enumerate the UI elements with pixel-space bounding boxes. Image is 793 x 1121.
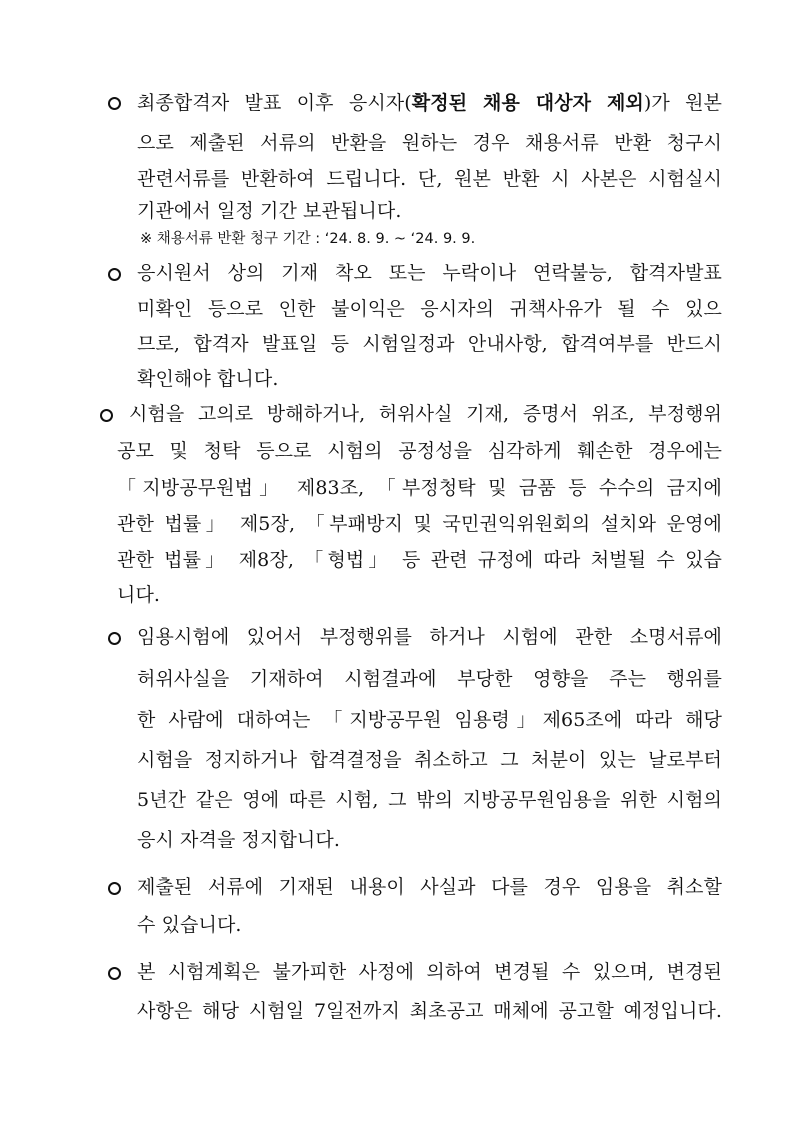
notice-line: 미확인 등으로 인한 불이익은 응시자의 귀책사유가 될 수 있으 <box>137 298 722 320</box>
notice-line: 사항은 해당 시험일 7일전까지 최초공고 매체에 공고할 예정입니다. <box>137 1000 722 1022</box>
notice-line: 허위사실을 기재하여 시험결과에 부당한 영향을 주는 행위를 <box>137 668 722 690</box>
circle-bullet-icon <box>108 882 121 895</box>
notice-line: 관한 법률」 제8장, 「형법」 등 관련 규정에 따라 처벌될 수 있습 <box>117 549 722 571</box>
notice-line: 「지방공무원법」 제83조, 「부정청탁 및 금품 등 수수의 금지에 <box>117 477 722 499</box>
notice-line: 확인해야 합니다. <box>137 368 279 390</box>
return-period-note: ※ 채용서류 반환 청구 기간 : ‘24. 8. 9. ~ ‘24. 9. 9. <box>140 231 476 247</box>
notice-line: 한 사람에 대하여는 「지방공무원 임용령」제65조에 따라 해당 <box>137 709 722 731</box>
circle-bullet-icon <box>108 268 121 281</box>
notice-line: 으로 제출된 서류의 반환을 원하는 경우 채용서류 반환 청구시 <box>137 132 722 154</box>
circle-bullet-icon <box>108 632 121 645</box>
bold-exception-text: 확정된 채용 대상자 제외 <box>411 92 644 114</box>
notice-line: 니다. <box>117 584 161 606</box>
notice-line: 관련서류를 반환하여 드립니다. 단, 원본 반환 시 사본은 시험실시 <box>137 168 722 190</box>
notice-line: 임용시험에 있어서 부정행위를 하거나 시험에 관한 소명서류에 <box>137 626 722 648</box>
notice-line: 관한 법률」 제5장, 「부패방지 및 국민권익위원회의 설치와 운영에 <box>117 513 722 535</box>
notice-line: 시험을 고의로 방해하거나, 허위사실 기재, 증명서 위조, 부정행위 <box>129 403 722 425</box>
notice-line: 수 있습니다. <box>137 914 242 936</box>
notice-line: 므로, 합격자 발표일 등 시험일정과 안내사항, 합격여부를 반드시 <box>137 333 722 355</box>
circle-bullet-icon <box>108 967 121 980</box>
notice-line: 5년간 같은 영에 따른 시험, 그 밖의 지방공무원임용을 위한 시험의 <box>137 789 722 811</box>
notice-line: 응시원서 상의 기재 착오 또는 누락이나 연락불능, 합격자발표 <box>137 262 722 284</box>
circle-bullet-icon <box>108 97 121 110</box>
notice-line: 제출된 서류에 기재된 내용이 사실과 다를 경우 임용을 취소할 <box>137 876 722 898</box>
notice-line: 공모 및 청탁 등으로 시험의 공정성을 심각하게 훼손한 경우에는 <box>117 440 722 462</box>
notice-line: 최종합격자 발표 이후 응시자(확정된 채용 대상자 제외)가 원본 <box>137 92 722 114</box>
notice-line: 시험을 정지하거나 합격결정을 취소하고 그 처분이 있는 날로부터 <box>137 749 722 771</box>
notice-line: 본 시험계획은 불가피한 사정에 의하여 변경될 수 있으며, 변경된 <box>137 961 722 983</box>
notice-line: 기관에서 일정 기간 보관됩니다. <box>137 200 402 222</box>
notice-line: 응시 자격을 정지합니다. <box>137 829 340 851</box>
circle-bullet-icon <box>100 409 113 422</box>
